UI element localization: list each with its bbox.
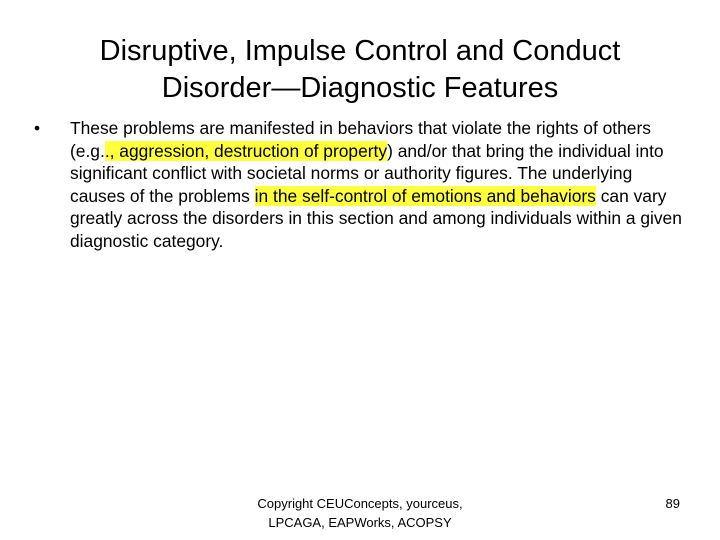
- bullet-list: [34, 117, 687, 253]
- highlighted-text-self-control: in the self-control of emotions and behaviors: [254, 185, 596, 206]
- bullet-text-segment: These problems are manifested in behaviors that violate the rights of others (e.g.: [70, 118, 656, 161]
- bullet-text: [70, 118, 687, 251]
- bullet-marker: •: [34, 118, 41, 138]
- page-number: 89: [665, 496, 680, 511]
- bullet-item: [34, 117, 687, 253]
- bullet-text-segment: ) and/or that bring the individual into significant conflict with societal norms or authority figures. The underlying causes of the problems: [70, 140, 669, 206]
- slide-title-line-1: Disruptive, Impulse Control and Conduct: [99, 35, 621, 67]
- slide-title: [40, 33, 680, 107]
- highlighted-text-examples: ., aggression, destruction of property: [104, 140, 388, 161]
- bullet-text-segment: can vary greatly across the disorders in this section and among individuals within a given diagnostic category.: [70, 185, 687, 251]
- copyright-footer: Copyright CEUConcepts, yourceus, LPCAGA, EAPWorks, ACOPSY: [257, 496, 463, 530]
- slide-title-line-2: Disorder—Diagnostic Features: [161, 72, 559, 104]
